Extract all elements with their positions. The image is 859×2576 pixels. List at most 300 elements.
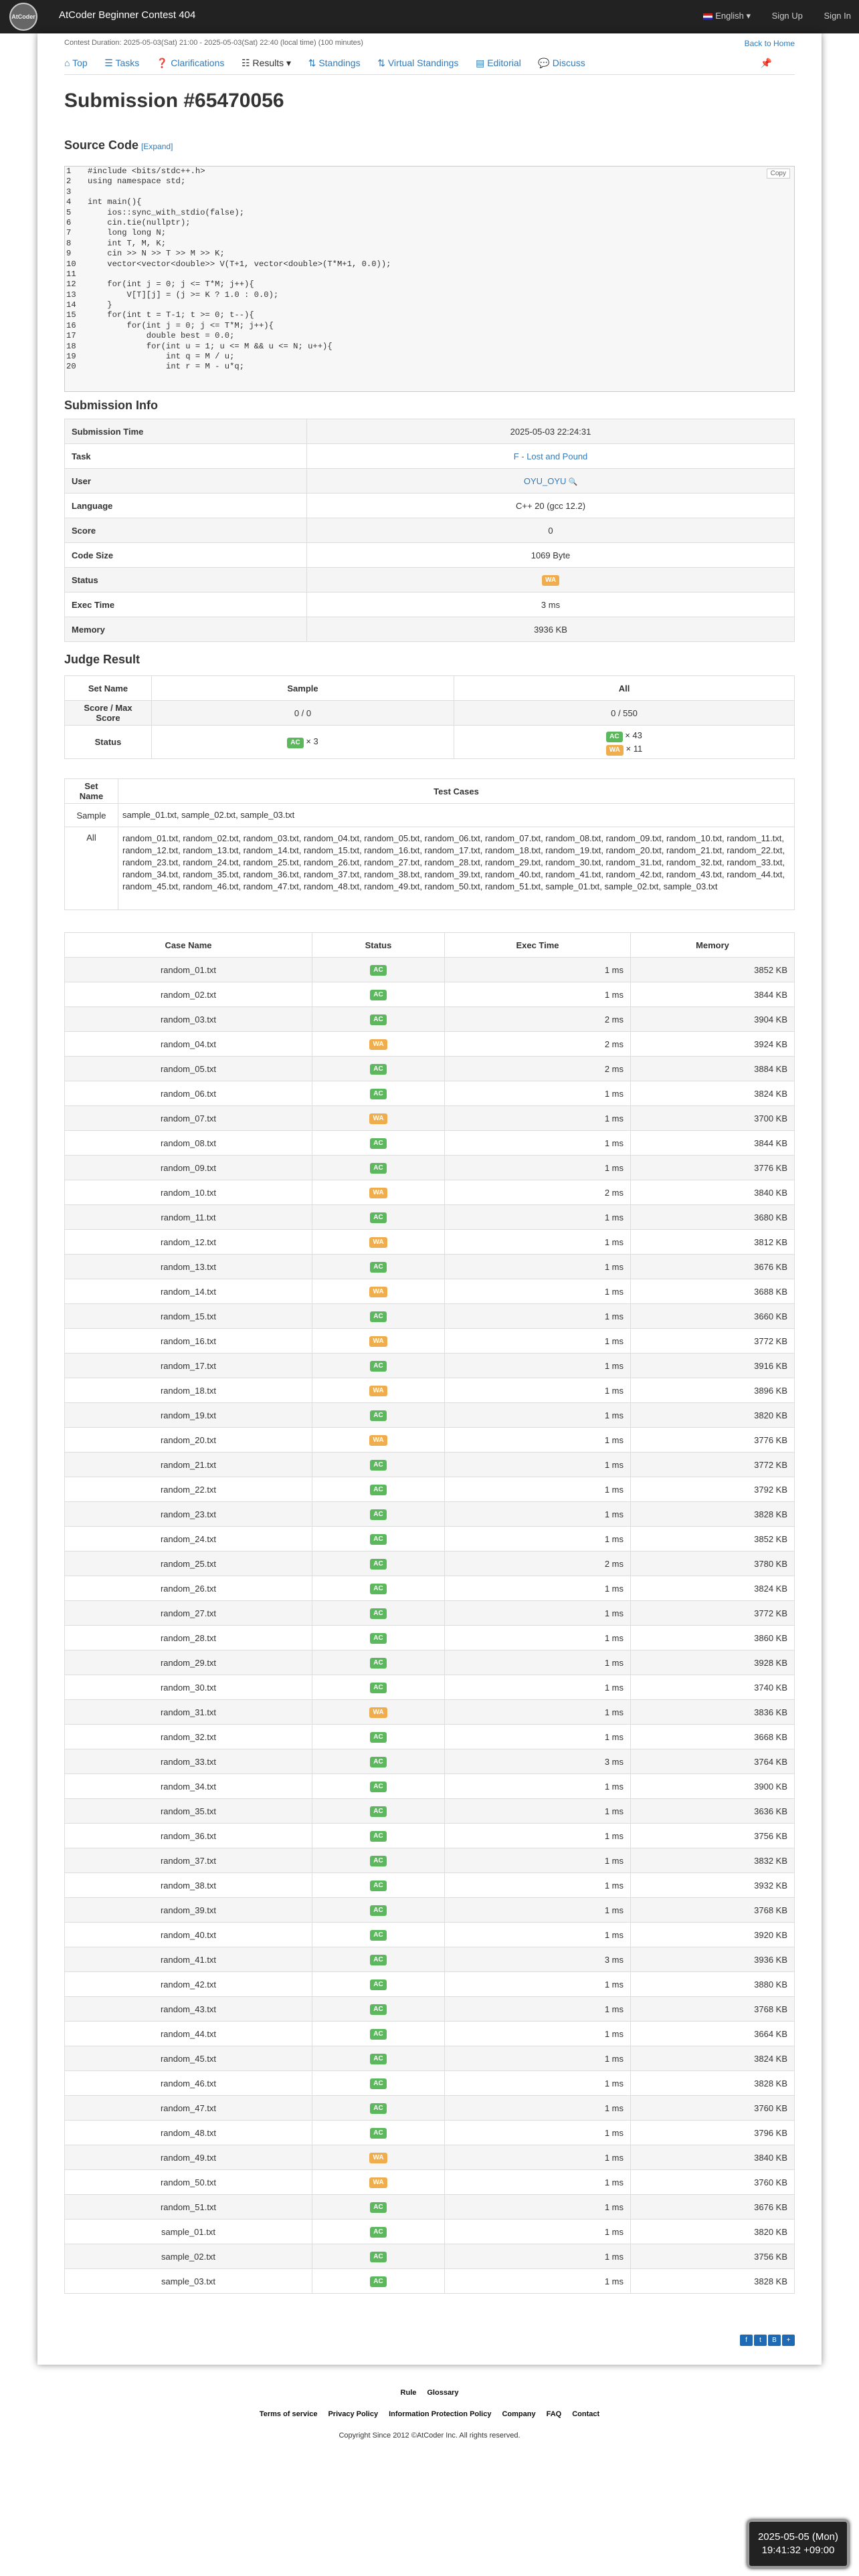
line-number: 8 [66, 238, 72, 248]
tab-discuss[interactable]: 💬 Discuss [538, 58, 585, 68]
table-row [65, 1230, 795, 1255]
footer-link[interactable]: FAQ [546, 2410, 562, 2418]
info-value: 1069 Byte [307, 543, 795, 568]
case-status [312, 982, 445, 1007]
case-status [312, 958, 445, 982]
case-name: random_08.txt [65, 1131, 312, 1156]
line-number: 12 [66, 280, 76, 290]
case-status [312, 1428, 445, 1453]
case-exec-time: 1 ms [445, 2145, 631, 2170]
hatena-share-icon[interactable]: B [768, 2335, 781, 2346]
case-status [312, 2220, 445, 2244]
case-exec-time: 1 ms [445, 2244, 631, 2269]
table-row [65, 1650, 795, 1675]
case-memory: 3836 KB [631, 1700, 795, 1725]
submission-info-heading: Submission Info [64, 399, 159, 412]
case-exec-time: 2 ms [445, 1007, 631, 1032]
test-sets-table [64, 778, 795, 910]
footer-link[interactable]: Company [502, 2410, 536, 2418]
submission-info-table [64, 419, 795, 642]
info-row [65, 494, 795, 518]
clock-time: 19:41:32 +09:00 [761, 2545, 835, 2556]
case-status [312, 1947, 445, 1972]
table-row [65, 1354, 795, 1378]
status-badge: AC [370, 1757, 386, 1767]
case-name: random_46.txt [65, 2071, 312, 2096]
footer-link[interactable]: Privacy Policy [328, 2410, 379, 2418]
table-row [65, 1626, 795, 1650]
contest-nav-tabs [64, 51, 795, 75]
line-number: 17 [66, 331, 76, 341]
case-exec-time: 1 ms [445, 1799, 631, 1824]
case-memory: 3928 KB [631, 1650, 795, 1675]
case-name: random_51.txt [65, 2195, 312, 2220]
case-memory: 3668 KB [631, 1725, 795, 1749]
info-row [65, 419, 795, 444]
status-badge: AC [370, 1485, 386, 1495]
table-row [65, 1675, 795, 1700]
user-link[interactable]: OYU_OYU [523, 475, 567, 486]
status-badge: AC [370, 2202, 386, 2213]
case-status [312, 1156, 445, 1180]
footer-link[interactable]: Terms of service [259, 2410, 318, 2418]
status-badge: AC [370, 2078, 386, 2089]
status-badge: WA [369, 1707, 387, 1718]
case-name: random_02.txt [65, 982, 312, 1007]
top-navbar [0, 0, 859, 33]
case-memory: 3880 KB [631, 1972, 795, 1997]
code-text: int T, M, K; [88, 238, 167, 248]
line-number: 3 [66, 187, 72, 197]
case-exec-time: 1 ms [445, 1205, 631, 1230]
case-memory: 3676 KB [631, 1255, 795, 1279]
task-link[interactable]: F - Lost and Pound [513, 451, 588, 461]
code-text: using namespace std; [88, 177, 186, 187]
info-label: Exec Time [65, 593, 307, 617]
atcoder-logo[interactable]: AtCoder [9, 3, 37, 31]
status-badge: AC [370, 1064, 386, 1075]
case-memory: 3936 KB [631, 1947, 795, 1972]
table-row [65, 2121, 795, 2145]
status-badge: AC [370, 2103, 386, 2114]
case-status [312, 1923, 445, 1947]
case-exec-time: 1 ms [445, 1576, 631, 1601]
info-label: Task [65, 444, 307, 469]
case-memory: 3824 KB [631, 1576, 795, 1601]
case-name: random_47.txt [65, 2096, 312, 2121]
tab-clarifications[interactable]: ❓ Clarifications [156, 58, 225, 68]
case-status [312, 2071, 445, 2096]
share-buttons [740, 2335, 795, 2346]
table-row [65, 1304, 795, 1329]
case-name: random_22.txt [65, 1477, 312, 1502]
table-row [65, 1057, 795, 1081]
case-exec-time: 2 ms [445, 1180, 631, 1205]
case-memory: 3796 KB [631, 2121, 795, 2145]
case-status [312, 2170, 445, 2195]
case-memory: 3820 KB [631, 2220, 795, 2244]
plus-share-icon[interactable]: + [782, 2335, 795, 2346]
status-badge: AC [370, 2029, 386, 2040]
info-value: C++ 20 (gcc 12.2) [307, 494, 795, 518]
case-name: random_01.txt [65, 958, 312, 982]
case-memory: 3924 KB [631, 1032, 795, 1057]
case-status [312, 1650, 445, 1675]
case-status [312, 1329, 445, 1354]
page-title: Submission #65470056 [64, 90, 284, 112]
case-memory: 3824 KB [631, 1081, 795, 1106]
language-dropdown[interactable]: English ▾ [703, 11, 751, 21]
case-name: random_07.txt [65, 1106, 312, 1131]
case-memory: 3740 KB [631, 1675, 795, 1700]
table-row [65, 1848, 795, 1873]
all-score: 0 / 550 [454, 701, 795, 726]
case-name: random_19.txt [65, 1403, 312, 1428]
case-exec-time: 3 ms [445, 1749, 631, 1774]
info-label: Score [65, 518, 307, 543]
status-badge: AC [370, 1930, 386, 1941]
case-name: random_39.txt [65, 1898, 312, 1923]
table-row [65, 1576, 795, 1601]
code-line [65, 290, 794, 300]
table-row [65, 1997, 795, 2022]
facebook-share-icon[interactable]: f [740, 2335, 753, 2346]
case-name: random_31.txt [65, 1700, 312, 1725]
case-memory: 3852 KB [631, 1527, 795, 1551]
code-text: int q = M / u; [88, 352, 235, 362]
case-status [312, 1997, 445, 2022]
case-status [312, 1378, 445, 1403]
table-row [65, 2170, 795, 2195]
copy-button[interactable]: Copy [767, 169, 790, 179]
tab-standings[interactable]: ⇅ Standings [308, 58, 361, 68]
case-exec-time: 1 ms [445, 1626, 631, 1650]
code-line [65, 228, 794, 238]
code-text: cin.tie(nullptr); [88, 217, 191, 227]
case-name: random_15.txt [65, 1304, 312, 1329]
case-exec-time: 2 ms [445, 1551, 631, 1576]
case-name: random_20.txt [65, 1428, 312, 1453]
table-row [65, 1156, 795, 1180]
case-name: random_06.txt [65, 1081, 312, 1106]
status-badge: AC [370, 2004, 386, 2015]
case-memory: 3916 KB [631, 1354, 795, 1378]
case-name: random_25.txt [65, 1551, 312, 1576]
case-memory: 3840 KB [631, 1180, 795, 1205]
case-name: random_23.txt [65, 1502, 312, 1527]
table-row [65, 2244, 795, 2269]
case-name: random_44.txt [65, 2022, 312, 2046]
footer-link[interactable]: Contact [572, 2410, 600, 2418]
footer-link[interactable]: Information Protection Policy [389, 2410, 492, 2418]
table-row [65, 1873, 795, 1898]
case-status [312, 1205, 445, 1230]
case-memory: 3764 KB [631, 1749, 795, 1774]
table-row [65, 1799, 795, 1824]
case-status [312, 1774, 445, 1799]
case-exec-time: 1 ms [445, 1848, 631, 1873]
case-exec-time: 1 ms [445, 1255, 631, 1279]
status-badge: AC [370, 1658, 386, 1669]
case-name: random_28.txt [65, 1626, 312, 1650]
sign-in-link[interactable]: Sign In [824, 11, 851, 21]
code-text: int r = M - u*q; [88, 362, 245, 372]
status-badge: WA [369, 2153, 387, 2163]
back-to-home-link[interactable]: Back to Home [744, 39, 795, 48]
case-status [312, 1527, 445, 1551]
case-memory: 3932 KB [631, 1873, 795, 1898]
case-exec-time: 1 ms [445, 1354, 631, 1378]
ac-badge: AC [287, 738, 303, 748]
case-memory: 3896 KB [631, 1378, 795, 1403]
line-number: 13 [66, 290, 76, 300]
case-status [312, 1551, 445, 1576]
info-value: 2025-05-03 22:24:31 [307, 419, 795, 444]
code-line [65, 280, 794, 290]
case-memory: 3776 KB [631, 1428, 795, 1453]
line-number: 5 [66, 207, 72, 217]
source-code-block[interactable] [64, 166, 795, 392]
case-exec-time: 1 ms [445, 958, 631, 982]
status-badge: WA [369, 2177, 387, 2188]
case-results-table [64, 932, 795, 2294]
info-value: 3936 KB [307, 617, 795, 642]
code-line [65, 362, 794, 372]
case-memory: 3776 KB [631, 1156, 795, 1180]
case-name: random_45.txt [65, 2046, 312, 2071]
case-status [312, 1725, 445, 1749]
line-number: 14 [66, 300, 76, 310]
table-row [65, 2096, 795, 2121]
case-exec-time: 1 ms [445, 2220, 631, 2244]
search-icon[interactable]: 🔍 [566, 477, 578, 486]
status-badge: AC [370, 1955, 386, 1965]
case-memory: 3884 KB [631, 1057, 795, 1081]
status-badge: AC [370, 1311, 386, 1322]
case-exec-time: 1 ms [445, 1997, 631, 2022]
case-exec-time: 1 ms [445, 2096, 631, 2121]
table-row [65, 1106, 795, 1131]
judge-result-heading: Judge Result [64, 653, 140, 666]
status-row-label: Status [65, 726, 152, 759]
table-row [65, 1453, 795, 1477]
judge-summary-table [64, 675, 795, 759]
case-status [312, 2269, 445, 2294]
status-badge: AC [370, 1534, 386, 1545]
case-name: random_34.txt [65, 1774, 312, 1799]
code-text: ios::sync_with_stdio(false); [88, 207, 245, 217]
case-exec-time: 1 ms [445, 2170, 631, 2195]
footer-link[interactable]: Rule [400, 2389, 417, 2397]
case-name: random_48.txt [65, 2121, 312, 2145]
case-memory: 3676 KB [631, 2195, 795, 2220]
table-row [65, 1923, 795, 1947]
tab-top[interactable]: ⌂ Top [64, 58, 88, 68]
line-number: 16 [66, 320, 76, 330]
contest-title-link[interactable]: AtCoder Beginner Contest 404 [59, 9, 196, 21]
status-badge: AC [370, 1138, 386, 1149]
table-row [65, 1947, 795, 1972]
case-exec-time: 1 ms [445, 1106, 631, 1131]
expand-link[interactable]: [Expand] [141, 142, 173, 151]
case-status [312, 1230, 445, 1255]
table-row [65, 1081, 795, 1106]
case-name: random_38.txt [65, 1873, 312, 1898]
case-name: random_37.txt [65, 1848, 312, 1873]
tab-editorial[interactable]: ▤ Editorial [476, 58, 521, 68]
code-text: } [88, 300, 112, 310]
table-row [65, 1551, 795, 1576]
status-badge: AC [370, 1509, 386, 1520]
info-value: 3 ms [307, 593, 795, 617]
code-text: long long N; [88, 228, 167, 238]
info-row [65, 444, 795, 469]
case-exec-time: 1 ms [445, 1527, 631, 1551]
case-status [312, 1354, 445, 1378]
case-memory: 3828 KB [631, 2071, 795, 2096]
line-number: 1 [66, 167, 72, 176]
case-status [312, 1131, 445, 1156]
table-row [65, 2022, 795, 2046]
table-row [65, 1279, 795, 1304]
sign-up-link[interactable]: Sign Up [771, 11, 803, 21]
case-status [312, 1304, 445, 1329]
all-status [454, 726, 795, 759]
case-name: random_42.txt [65, 1972, 312, 1997]
case-exec-time: 1 ms [445, 2022, 631, 2046]
status-badge: AC [370, 2276, 386, 2287]
case-status [312, 1279, 445, 1304]
case-status [312, 1502, 445, 1527]
tab-results[interactable]: ☷ Results ▾ [242, 58, 292, 68]
status-badge: AC [370, 1782, 386, 1792]
set-name: All [65, 827, 118, 910]
info-row [65, 617, 795, 642]
case-status [312, 1255, 445, 1279]
case-memory: 3660 KB [631, 1304, 795, 1329]
table-row [65, 2145, 795, 2170]
code-line [65, 197, 794, 207]
table-row [65, 1601, 795, 1626]
case-memory: 3832 KB [631, 1848, 795, 1873]
case-status [312, 2244, 445, 2269]
case-name: random_17.txt [65, 1354, 312, 1378]
status-badge: AC [370, 1410, 386, 1421]
status-badge: AC [370, 1633, 386, 1644]
table-row [65, 958, 795, 982]
case-exec-time: 1 ms [445, 2046, 631, 2071]
case-memory: 3768 KB [631, 1997, 795, 2022]
info-label: Submission Time [65, 419, 307, 444]
case-memory: 3780 KB [631, 1551, 795, 1576]
line-number: 18 [66, 341, 76, 351]
info-row [65, 543, 795, 568]
case-name: random_12.txt [65, 1230, 312, 1255]
case-status [312, 1106, 445, 1131]
status-badge: AC [370, 1163, 386, 1174]
case-memory: 3844 KB [631, 982, 795, 1007]
case-status [312, 1873, 445, 1898]
pin-icon[interactable]: 📌 [760, 58, 772, 68]
case-name: random_16.txt [65, 1329, 312, 1354]
case-exec-time: 1 ms [445, 1304, 631, 1329]
table-row [65, 1824, 795, 1848]
info-row [65, 469, 795, 494]
code-line [65, 218, 794, 228]
status-badge: AC [370, 1683, 386, 1693]
case-memory: 3820 KB [631, 1403, 795, 1428]
line-number: 4 [66, 197, 72, 207]
case-exec-time: 1 ms [445, 1453, 631, 1477]
case-exec-time: 1 ms [445, 1378, 631, 1403]
copyright: Copyright Since 2012 ©AtCoder Inc. All rights reserved. [339, 2432, 520, 2440]
case-status [312, 1576, 445, 1601]
table-row [65, 2071, 795, 2096]
table-row [65, 1502, 795, 1527]
line-number: 10 [66, 259, 76, 269]
case-name: random_09.txt [65, 1156, 312, 1180]
case-memory: 3792 KB [631, 1477, 795, 1502]
case-status [312, 1032, 445, 1057]
case-col-header: Exec Time [445, 933, 631, 958]
case-exec-time: 1 ms [445, 1601, 631, 1626]
case-status [312, 1081, 445, 1106]
table-row [65, 1774, 795, 1799]
case-status [312, 1403, 445, 1428]
case-exec-time: 1 ms [445, 1477, 631, 1502]
footer-link[interactable]: Glossary [427, 2389, 459, 2397]
table-row [65, 2046, 795, 2071]
case-memory: 3844 KB [631, 1131, 795, 1156]
code-line [65, 331, 794, 341]
code-text: vector<vector<double>> V(T+1, vector<double>(T*M+1, 0.0)); [88, 259, 391, 269]
case-exec-time: 1 ms [445, 1156, 631, 1180]
code-text: for(int j = 0; j <= T*M; j++){ [88, 280, 254, 290]
case-exec-time: 2 ms [445, 1057, 631, 1081]
case-status [312, 2195, 445, 2220]
status-badge: AC [370, 1979, 386, 1990]
col-set-name: Set Name [65, 676, 152, 701]
case-name: random_11.txt [65, 1205, 312, 1230]
table-row [65, 1749, 795, 1774]
code-line [65, 352, 794, 362]
status-badge: AC [370, 1608, 386, 1619]
wa-count: × 11 [626, 743, 643, 754]
code-line [65, 259, 794, 270]
line-number: 20 [66, 362, 76, 372]
case-name: random_33.txt [65, 1749, 312, 1774]
tab-tasks[interactable]: ☰ Tasks [104, 58, 140, 68]
case-name: random_13.txt [65, 1255, 312, 1279]
case-name: random_40.txt [65, 1923, 312, 1947]
line-number: 2 [66, 177, 72, 187]
info-label: Status [65, 568, 307, 593]
status-badge: AC [370, 2054, 386, 2064]
twitter-share-icon[interactable]: t [754, 2335, 767, 2346]
case-memory: 3840 KB [631, 2145, 795, 2170]
case-status [312, 1453, 445, 1477]
table-row [65, 1205, 795, 1230]
set-cases: random_01.txt, random_02.txt, random_03.txt, random_04.txt, random_05.txt, random_06.txt, random_07.txt, random_08.txt, random_09.txt, random_10.txt, random_11.txt, random_12.txt, random_13.txt, random_14.txt, random_15.txt, random_16.txt, random_17.txt, random_18.txt, random_19.txt, random_20.txt, random_21.txt, random_22.txt, random_23.txt, random_24.txt, random_25.txt, random_26.txt, random_27.txt, random_28.txt, random_29.txt, random_30.txt, random_31.txt, random_32.txt, random_33.txt, random_34.txt, random_35.txt, random_36.txt, random_37.txt, random_38.txt, random_39.txt, random_40.txt, random_41.txt, random_42.txt, random_43.txt, random_44.txt, random_45.txt, random_46.txt, random_47.txt, random_48.txt, random_49.txt, random_50.txt, random_51.txt, sample_01.txt, sample_02.txt, sample_03.txt [118, 827, 795, 910]
sample-score: 0 / 0 [152, 701, 454, 726]
case-exec-time: 1 ms [445, 2071, 631, 2096]
tab-virtual-standings[interactable]: ⇅ Virtual Standings [377, 58, 459, 68]
line-number: 15 [66, 310, 76, 320]
case-memory: 3772 KB [631, 1601, 795, 1626]
status-badge: AC [370, 1831, 386, 1842]
status-badge: WA [369, 1113, 387, 1124]
ac-count: × 3 [306, 736, 318, 746]
